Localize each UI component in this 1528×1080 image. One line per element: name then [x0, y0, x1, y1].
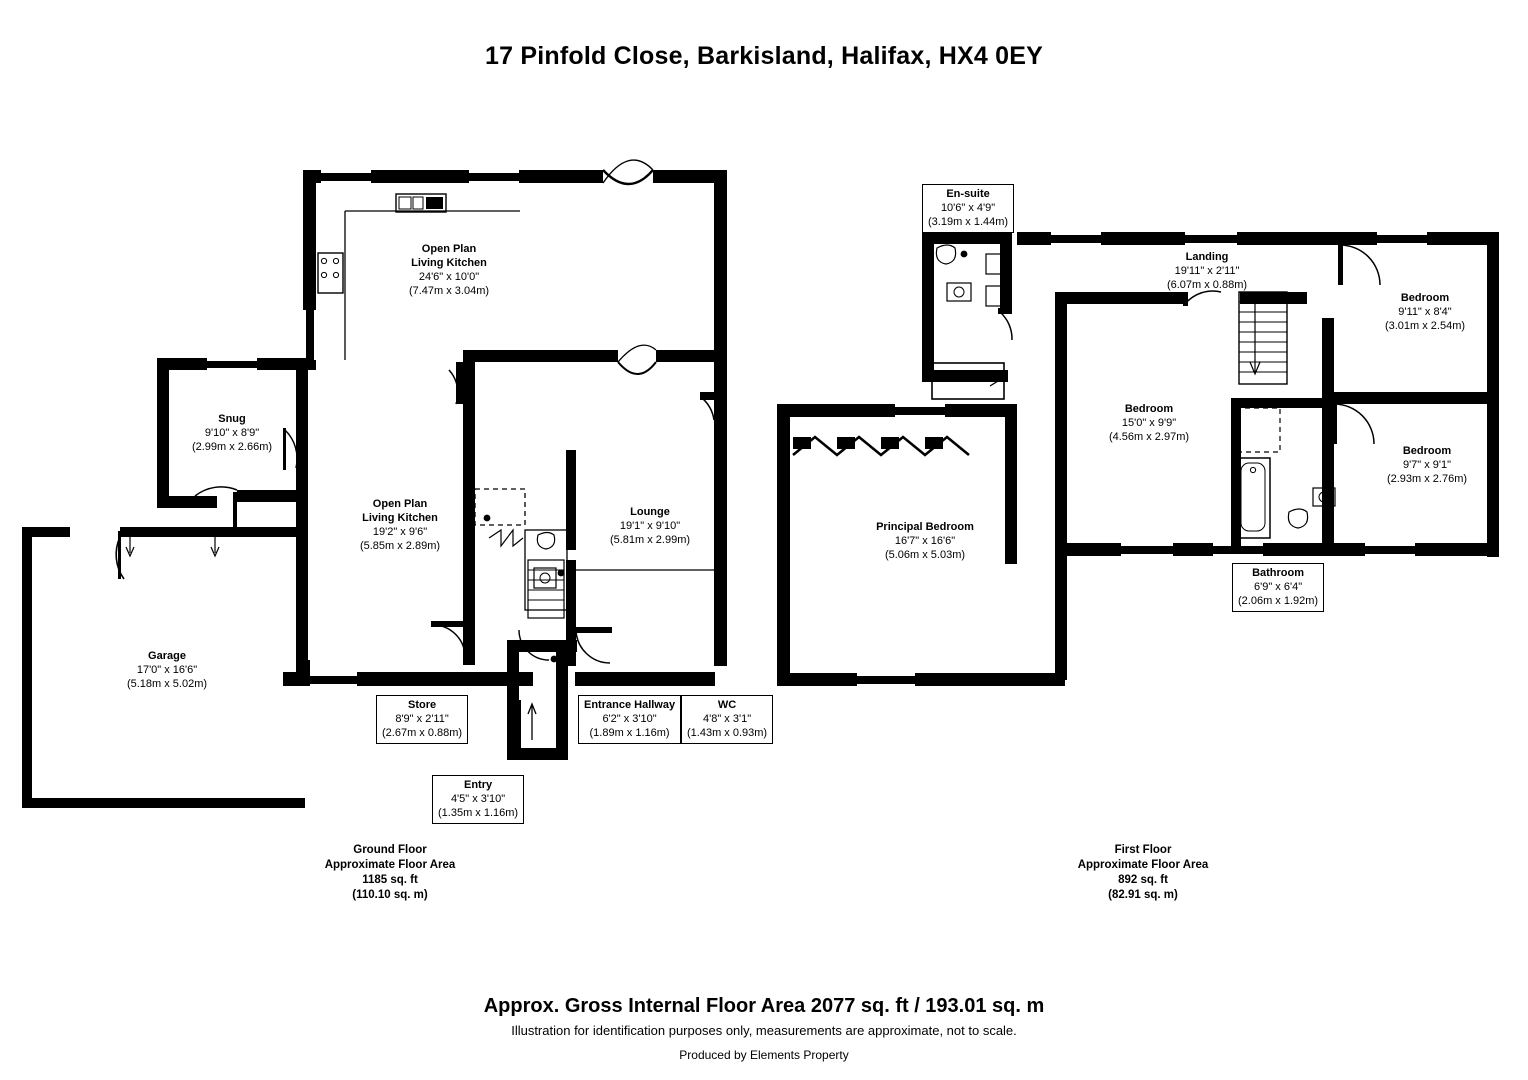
floor-area-caption: Approximate Floor Area: [1077, 859, 1209, 871]
room-dim-imperial: 9'10" x 8'9": [204, 427, 260, 439]
room-label-open-plan-living-kitchen-1: [374, 242, 524, 298]
gross-area-text: Approx. Gross Internal Floor Area 2077 sq. ft / 193.01 sq. m: [483, 995, 1045, 1017]
room-label-en-suite: [922, 184, 1014, 233]
room-label-wc: [681, 695, 773, 744]
room-label-entrance-hallway: [578, 695, 681, 744]
room-dim-imperial: 16'7" x 16'6": [894, 535, 956, 547]
room-dim-imperial: 17'0" x 16'6": [136, 664, 198, 676]
floor-name: Ground Floor: [353, 844, 427, 856]
room-dim-metric: (2.06m x 1.92m): [1238, 595, 1319, 607]
producer-credit: Produced by Elements Property: [679, 1048, 849, 1062]
room-dim-metric: (5.06m x 5.03m): [884, 549, 966, 561]
stairs-ground: [489, 530, 564, 618]
floor-name: First Floor: [1114, 844, 1172, 856]
room-dim-imperial: 6'2" x 3'10": [602, 713, 657, 725]
room-name: Landing: [1185, 251, 1229, 263]
garage-dimension-marks: [126, 537, 219, 556]
room-name: Bedroom: [1402, 445, 1452, 457]
floor-area-sqm: (82.91 sq. m): [1108, 889, 1178, 901]
room-dim-imperial: 10'6" x 4'9": [940, 202, 996, 214]
room-label-landing: [1118, 250, 1296, 292]
room-dim-imperial: 19'1" x 9'10": [619, 520, 681, 532]
room-label-open-plan-living-kitchen-2: [325, 497, 475, 553]
room-dim-imperial: 8'9" x 2'11": [395, 713, 449, 725]
room-dim-metric: (5.81m x 2.99m): [609, 534, 691, 546]
room-dim-imperial: 19'2" x 9'6": [372, 526, 428, 538]
room-label-bedroom-4: [1352, 444, 1502, 486]
room-dim-metric: (3.01m x 2.54m): [1384, 320, 1466, 332]
room-label-bathroom: [1232, 563, 1324, 612]
room-label-bedroom-2: [1075, 402, 1223, 444]
room-dim-imperial: 9'7" x 9'1": [1402, 459, 1452, 471]
room-dim-imperial: 19'11" x 2'11": [1174, 265, 1240, 277]
room-name: Snug: [218, 413, 246, 425]
room-name: Entry: [463, 779, 493, 791]
room-name-line2: Living Kitchen: [411, 257, 487, 269]
room-name: En-suite: [946, 188, 990, 200]
disclaimer-text: Illustration for identification purposes only, measurements are approximate, not to scale.: [511, 1023, 1017, 1038]
room-dim-metric: (2.93m x 2.76m): [1386, 473, 1468, 485]
room-dim-metric: (1.89m x 1.16m): [589, 727, 670, 739]
floor-area-caption: Approximate Floor Area: [324, 859, 456, 871]
room-name: Open Plan: [372, 498, 428, 510]
room-name: Bathroom: [1252, 567, 1305, 579]
room-dim-metric: (5.85m x 2.89m): [359, 540, 441, 552]
room-name: Garage: [148, 650, 186, 662]
room-label-bedroom-3: [1350, 291, 1500, 333]
room-dim-metric: (2.67m x 0.88m): [382, 727, 463, 739]
room-dim-imperial: 4'5" x 3'10": [450, 793, 506, 805]
room-label-lounge: [583, 505, 717, 547]
room-dim-imperial: 6'9" x 6'4": [1254, 581, 1303, 593]
room-name: Lounge: [630, 506, 670, 518]
floor-area-sqft: 1185 sq. ft: [362, 874, 418, 886]
room-dim-metric: (7.47m x 3.04m): [408, 285, 490, 297]
room-dim-metric: (1.43m x 0.93m): [687, 727, 768, 739]
room-label-store: [376, 695, 468, 744]
room-label-snug: [165, 412, 299, 454]
room-name: Bedroom: [1400, 292, 1450, 304]
room-label-principal-bedroom: [845, 520, 1005, 562]
room-dim-metric: (4.56m x 2.97m): [1108, 431, 1190, 443]
room-name: Principal Bedroom: [876, 521, 974, 533]
room-dim-imperial: 15'0" x 9'9": [1121, 417, 1177, 429]
floor-area-sqft: 892 sq. ft: [1118, 874, 1168, 886]
floor-area-sqm: (110.10 sq. m): [352, 889, 428, 901]
ground-floor-area-block: [300, 843, 480, 903]
room-dim-imperial: 24'6" x 10'0": [418, 271, 480, 283]
room-name: Entrance Hallway: [584, 699, 676, 711]
room-label-entry: [432, 775, 524, 824]
room-dim-metric: (2.99m x 2.66m): [191, 441, 273, 453]
room-dim-metric: (5.18m x 5.02m): [126, 678, 208, 690]
room-label-garage: [100, 649, 234, 691]
room-name: Open Plan: [421, 243, 477, 255]
room-dim-metric: (3.19m x 1.44m): [928, 216, 1009, 228]
room-name: Bedroom: [1124, 403, 1174, 415]
room-dim-imperial: 9'11" x 8'4": [1398, 306, 1452, 318]
stairs-first: [1239, 292, 1287, 384]
room-dim-imperial: 4'8" x 3'1": [703, 713, 752, 725]
page-title: 17 Pinfold Close, Barkisland, Halifax, HX4 0EY: [484, 42, 1043, 70]
room-name-line2: Living Kitchen: [362, 512, 438, 524]
room-name: WC: [717, 699, 737, 711]
room-dim-metric: (6.07m x 0.88m): [1166, 279, 1248, 291]
room-name: Store: [407, 699, 437, 711]
room-dim-metric: (1.35m x 1.16m): [438, 807, 519, 819]
first-floor-area-block: [1053, 843, 1233, 903]
